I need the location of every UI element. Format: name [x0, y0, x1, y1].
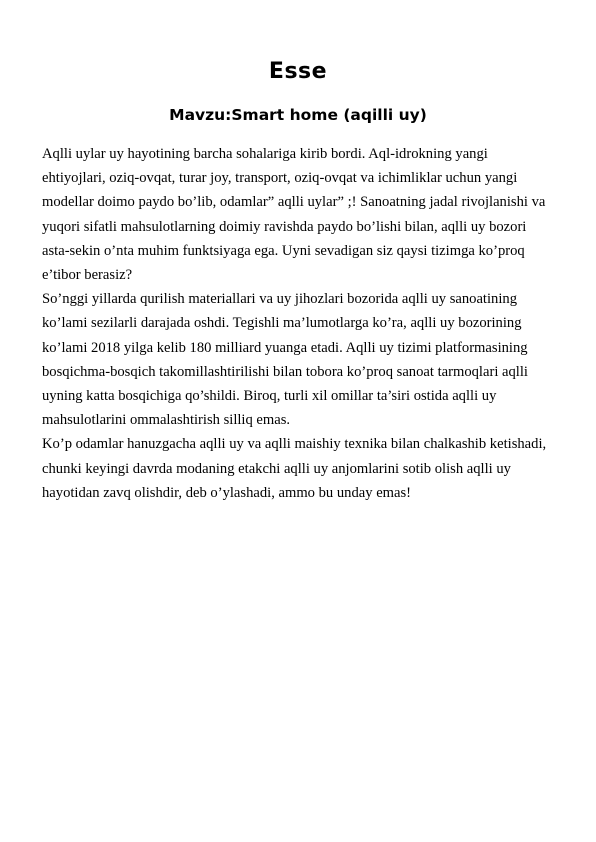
paragraph: Aqlli uylar uy hayotining barcha sohalariga kirib bordi. Aql-idrokning yangi ehtiyojlari, oziq-ovqat, turar joy, transport, oziq-ovqat va ichimliklar uchun yangi modellar doimo paydo bo’lib, odamlar” aqlli uylar” ;! Sanoatning jadal rivojlanishi va yuqori sifatli mahsulotlarning doimiy ravishda paydo bo’lishi bilan, aqlli uy bozori asta-sekin o’nta muhim funktsiyaga ega. Uyni sevadigan siz qaysi tizimga ko’proq e’tibor berasiz? [42, 146, 546, 284]
paragraph: So’nggi yillarda qurilish materiallari va uy jihozlari bozorida aqlli uy sanoatining ko’lami sezilarli darajada oshdi. Tegishli ma’lumotlarga ko’ra, aqlli uy bozorining ko’lami 2018 yilga kelib 180 milliard yuanga etadi. Aqlli uy tizimi platformasining bosqichma-bosqich takomillashtirilishi bilan tobora ko’proq sanoat tarmoqlari aqlli uyning katta bosqichiga qo’shildi. Biroq, turli xil omillar ta’siri ostida aqlli uy mahsulotlarini ommalashtirish silliq emas. [42, 291, 528, 429]
essay-body [42, 142, 554, 505]
document-subtitle: Mavzu:Smart home (aqilli uy) [169, 106, 427, 124]
paragraph: Ko’p odamlar hanuzgacha aqlli uy va aqlli maishiy texnika bilan chalkashib ketishadi, chunki keyingi davrda modaning etakchi aqlli uy anjomlarini sotib olish aqlli uy hayotidan zavq olishdir, deb o’ylashadi, ammo bu unday emas! [42, 436, 547, 501]
document-title: Esse [268, 59, 328, 84]
